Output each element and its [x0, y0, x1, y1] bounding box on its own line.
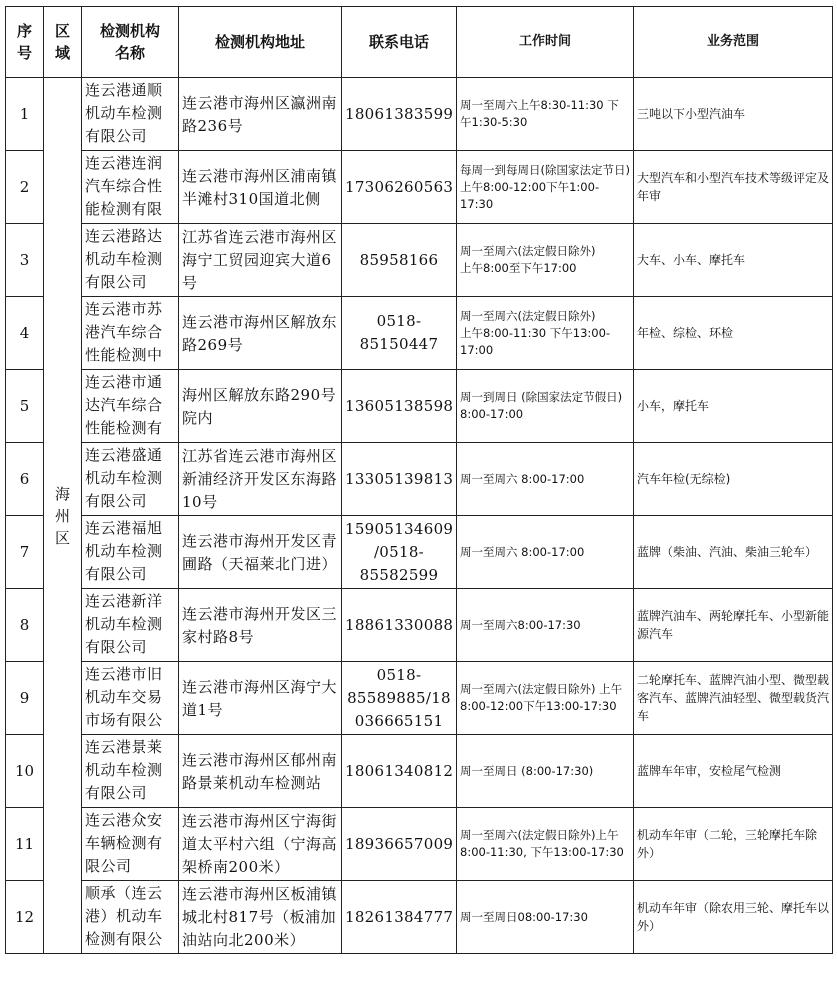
header-row [6, 7, 833, 78]
cell-address [179, 881, 342, 954]
cell-hours: 周一至周六(法定假日除外) 上午8:00-12:00下午13:00-17:30 [457, 662, 634, 735]
header-region: 区 域 [44, 7, 82, 78]
cell-region: 海 州 区 [44, 78, 82, 954]
cell-name-text: 连云港市旧机动车交易市场有限公 [85, 665, 163, 729]
cell-name [82, 516, 179, 589]
cell-address [179, 443, 342, 516]
cell-name-text: 连云港市苏港汽车综合性能检测中 [85, 300, 163, 364]
cell-seq: 12 [6, 881, 44, 954]
table-row [6, 662, 833, 735]
table-row [6, 589, 833, 662]
cell-phone: 18061340812 [342, 735, 457, 808]
cell-name [82, 735, 179, 808]
cell-name-text: 连云港景莱机动车检测有限公司 [85, 738, 163, 802]
cell-name-text: 连云港众安车辆检测有限公司 [85, 811, 163, 875]
cell-phone: 13605138598 [342, 370, 457, 443]
cell-name [82, 881, 179, 954]
cell-name [82, 443, 179, 516]
cell-phone: 0518- 85150447 [342, 297, 457, 370]
cell-name [82, 370, 179, 443]
cell-scope: 大车、小车、摩托车 [634, 224, 833, 297]
cell-address-text: 连云港市海州区解放东路269号 [182, 312, 338, 354]
cell-phone: 0518- 85589885/18 036665151 [342, 662, 457, 735]
table-row [6, 224, 833, 297]
cell-hours: 周一到周日 (除国家法定节假日) 8:00-17:00 [457, 370, 634, 443]
cell-address [179, 808, 342, 881]
table-row [6, 78, 833, 151]
cell-seq: 10 [6, 735, 44, 808]
cell-scope: 二轮摩托车、蓝牌汽油小型、微型载客汽车、蓝牌汽油轻型、微型载货汽车 [634, 662, 833, 735]
cell-phone: 85958166 [342, 224, 457, 297]
cell-address-text: 江苏省连云港市海州区新浦经济开发区东海路10号 [182, 447, 338, 511]
cell-address [179, 516, 342, 589]
cell-address [179, 78, 342, 151]
cell-phone: 17306260563 [342, 151, 457, 224]
cell-address [179, 370, 342, 443]
cell-seq: 4 [6, 297, 44, 370]
header-seq: 序 号 [6, 7, 44, 78]
cell-address [179, 662, 342, 735]
cell-scope: 年检、综检、环检 [634, 297, 833, 370]
cell-hours: 周一至周六(法定假日除外) 上午8:00-11:30 下午13:00-17:00 [457, 297, 634, 370]
cell-hours: 周一至周六 8:00-17:00 [457, 443, 634, 516]
cell-hours: 周一至周六 8:00-17:00 [457, 516, 634, 589]
cell-seq: 8 [6, 589, 44, 662]
cell-name-text: 连云港路达机动车检测有限公司 [85, 227, 163, 291]
cell-name [82, 297, 179, 370]
cell-name [82, 78, 179, 151]
cell-phone: 15905134609 /0518- 85582599 [342, 516, 457, 589]
cell-address [179, 735, 342, 808]
cell-name-text: 顺承（连云港）机动车检测有限公 [85, 884, 163, 948]
cell-name-text: 连云港市通达汽车综合性能检测有 [85, 373, 163, 437]
cell-address [179, 224, 342, 297]
table-row [6, 808, 833, 881]
table-row [6, 881, 833, 954]
header-address: 检测机构地址 [179, 7, 342, 78]
header-phone: 联系电话 [342, 7, 457, 78]
cell-hours: 周一至周六(法定假日除外) 上午8:00至下午17:00 [457, 224, 634, 297]
cell-scope: 机动车年审（除农用三轮、摩托车以外） [634, 881, 833, 954]
cell-name-text: 连云港福旭机动车检测有限公司 [85, 519, 163, 583]
cell-scope: 蓝牌车年审，安检尾气检测 [634, 735, 833, 808]
header-hours: 工作时间 [457, 7, 634, 78]
cell-hours: 周一至周日08:00-17:30 [457, 881, 634, 954]
cell-seq: 9 [6, 662, 44, 735]
cell-phone: 18061383599 [342, 78, 457, 151]
cell-scope: 大型汽车和小型汽车技术等级评定及年审 [634, 151, 833, 224]
cell-scope: 机动车年审（二轮，三轮摩托车除外） [634, 808, 833, 881]
cell-hours: 周一至周日 (8:00-17:30) [457, 735, 634, 808]
cell-scope: 小车，摩托车 [634, 370, 833, 443]
cell-seq: 2 [6, 151, 44, 224]
cell-address-text: 海州区解放东路290号院内 [182, 385, 337, 427]
cell-seq: 7 [6, 516, 44, 589]
cell-scope: 蓝牌汽油车、两轮摩托车、小型新能源汽车 [634, 589, 833, 662]
cell-phone: 18261384777 [342, 881, 457, 954]
cell-hours: 周一至周六上午8:30-11:30 下午1:30-5:30 [457, 78, 634, 151]
cell-phone: 18936657009 [342, 808, 457, 881]
cell-address [179, 151, 342, 224]
cell-address-text: 连云港市海州开发区三家村路8号 [182, 604, 338, 646]
cell-scope: 蓝牌（柴油、汽油、柴油三轮车） [634, 516, 833, 589]
cell-phone: 13305139813 [342, 443, 457, 516]
cell-name [82, 662, 179, 735]
header-name: 检测机构 名称 [82, 7, 179, 78]
cell-name-text: 连云港盛通机动车检测有限公司 [85, 446, 163, 510]
cell-address [179, 589, 342, 662]
header-scope: 业务范围 [634, 7, 833, 78]
inspection-table [5, 6, 833, 954]
table-row [6, 735, 833, 808]
cell-name-text: 连云港通顺机动车检测有限公司 [85, 81, 163, 145]
cell-address-text: 连云港市海州区郁州南路景莱机动车检测站 [182, 750, 338, 792]
cell-seq: 5 [6, 370, 44, 443]
cell-address-text: 江苏省连云港市海州区海宁工贸园迎宾大道6号 [182, 228, 338, 292]
cell-name [82, 151, 179, 224]
cell-name [82, 808, 179, 881]
cell-address-text: 连云港市海州区宁海街道太平村六组（宁海高架桥南200米） [182, 812, 338, 876]
cell-phone: 18861330088 [342, 589, 457, 662]
cell-seq: 6 [6, 443, 44, 516]
table-row [6, 151, 833, 224]
cell-seq: 1 [6, 78, 44, 151]
cell-name [82, 589, 179, 662]
table-row [6, 370, 833, 443]
cell-seq: 11 [6, 808, 44, 881]
cell-scope: 三吨以下小型汽油车 [634, 78, 833, 151]
table-row [6, 297, 833, 370]
table-row [6, 516, 833, 589]
cell-name [82, 224, 179, 297]
cell-scope: 汽车年检(无综检) [634, 443, 833, 516]
cell-address-text: 连云港市海州区板浦镇城北村817号（板浦加油站向北200米） [182, 885, 338, 949]
table-row [6, 443, 833, 516]
cell-hours: 周一至周六8:00-17:30 [457, 589, 634, 662]
cell-hours: 每周一到每周日(除国家法定节日) 上午8:00-12:00下午1:00-17:30 [457, 151, 634, 224]
cell-address-text: 连云港市海州区海宁大道1号 [182, 677, 338, 719]
cell-address-text: 连云港市海州区浦南镇半滩村310国道北侧 [182, 166, 338, 208]
cell-address-text: 连云港市海州区瀛洲南路236号 [182, 93, 338, 135]
cell-address [179, 297, 342, 370]
cell-address-text: 连云港市海州开发区青圃路（天福莱北门进） [182, 531, 338, 573]
cell-name-text: 连云港新洋机动车检测有限公司 [85, 592, 163, 656]
cell-name-text: 连云港连润汽车综合性能检测有限 [85, 154, 163, 218]
cell-seq: 3 [6, 224, 44, 297]
cell-hours: 周一至周六(法定假日除外)上午8:00-11:30, 下午13:00-17:30 [457, 808, 634, 881]
